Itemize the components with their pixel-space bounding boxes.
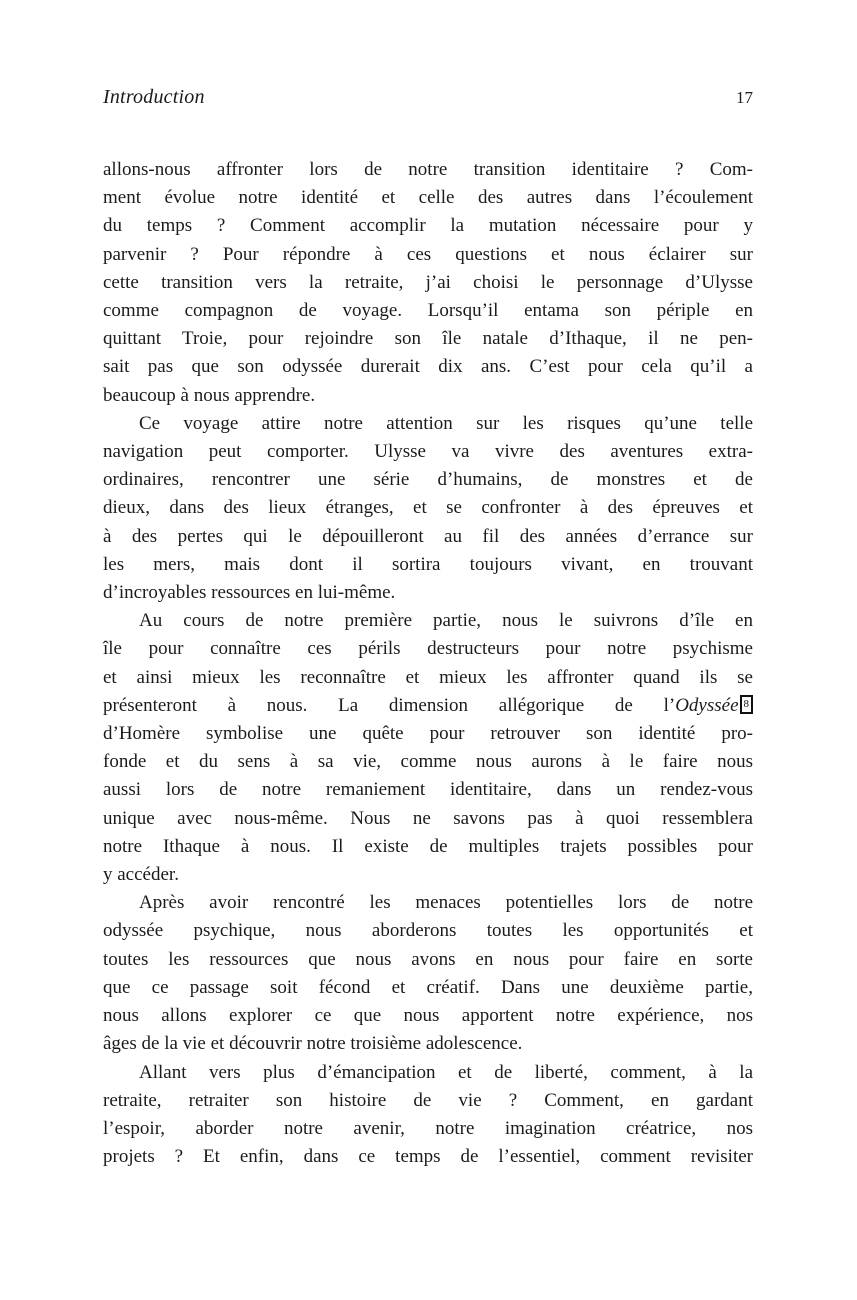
text-run: parvenir ? Pour répondre à ces questions et nous éclairer sur (103, 243, 753, 265)
text-run: Allant vers plus d’émancipation et de liberté, comment, à la (139, 1061, 753, 1083)
text-line (103, 466, 753, 494)
text-run: toutes les ressources que nous avons en nous pour faire en sorte (103, 948, 753, 970)
text-run: âges de la vie et découvrir notre troisième adolescence. (103, 1033, 523, 1055)
text-line (103, 156, 753, 184)
text-run: aussi lors de notre remaniement identitaire, dans un rendez-vous (103, 779, 753, 801)
text-line (103, 494, 753, 522)
text-line (103, 748, 753, 776)
text-run: notre Ithaque à nous. Il existe de multiples trajets possibles pour (103, 835, 753, 857)
text-line (103, 1115, 753, 1143)
text-run: île pour connaître ces périls destructeurs pour notre psychisme (103, 638, 753, 660)
text-run: y accéder. (103, 864, 179, 886)
text-line (103, 917, 753, 945)
text-line (103, 974, 753, 1002)
text-run: d’Homère symbolise une quête pour retrouver son identité pro- (103, 723, 753, 745)
text-line (103, 1087, 753, 1115)
text-line (103, 1143, 753, 1171)
text-run: cette transition vers la retraite, j’ai choisi le personnage d’Ulysse (103, 271, 753, 293)
text-run: allons-nous affronter lors de notre transition identitaire ? Com- (103, 159, 753, 180)
text-run: ment évolue notre identité et celle des autres dans l’écoulement (103, 187, 753, 209)
text-run: beaucoup à nous apprendre. (103, 384, 316, 406)
footnote-link[interactable]: 8 (740, 695, 754, 714)
page-number: 17 (736, 88, 753, 107)
text-line (103, 1002, 753, 1030)
text-line (103, 212, 753, 240)
text-line (103, 438, 753, 466)
text-run: retraite, retraiter son histoire de vie ? Comment, en gardant (103, 1089, 753, 1111)
text-run: odyssée psychique, nous aborderons toutes les opportunités et (103, 920, 753, 942)
text-run: nous allons explorer ce que nous apportent notre expérience, nos (103, 1005, 753, 1027)
text-run: les mers, mais dont il sortira toujours vivant, en trouvant (103, 553, 753, 575)
text-line (103, 353, 753, 381)
text-run: à des pertes qui le dépouilleront au fil des années d’errance sur (103, 525, 753, 547)
text-run: sait pas que son odyssée durerait dix ans. C’est pour cela qu’il a (103, 356, 753, 378)
text-line (103, 269, 753, 297)
text-run: présenteront à nous. La dimension allégorique de l’ (103, 694, 676, 716)
text-line (103, 297, 753, 325)
text-line (103, 833, 753, 861)
text-run: navigation peut comporter. Ulysse va vivre des aventures extra- (103, 441, 753, 463)
text-run: que ce passage soit fécond et créatif. Dans une deuxième partie, (103, 976, 753, 998)
text-line (103, 551, 753, 579)
text-run: fonde et du sens à sa vie, comme nous aurons à le faire nous (103, 751, 753, 773)
text-run: et ainsi mieux les reconnaître et mieux les affronter quand ils se (103, 666, 753, 688)
text-line (103, 805, 753, 833)
text-line (103, 241, 753, 269)
text-run: Ce voyage attire notre attention sur les risques qu’une telle (139, 412, 753, 434)
text-line (103, 692, 753, 720)
text-line (103, 382, 753, 410)
text-run: d’incroyables ressources en lui-même. (103, 582, 396, 604)
text-line (103, 664, 753, 692)
text-run: du temps ? Comment accomplir la mutation nécessaire pour y (103, 215, 753, 237)
text-run: ordinaires, rencontrer une série d’humains, de monstres et de (103, 469, 753, 491)
text-line (103, 523, 753, 551)
text-run: Après avoir rencontré les menaces potentielles lors de notre (139, 892, 753, 914)
text-line (103, 579, 753, 607)
running-head-title: Introduction (103, 86, 205, 108)
text-line (103, 635, 753, 663)
text-line (103, 184, 753, 212)
text-run: dieux, dans des lieux étranges, et se confronter à des épreuves et (103, 497, 753, 519)
text-run: l’espoir, aborder notre avenir, notre imagination créatrice, nos (103, 1117, 753, 1139)
text-line (103, 889, 753, 917)
text-run: Au cours de notre première partie, nous le suivrons d’île en (139, 610, 753, 632)
text-run: comme compagnon de voyage. Lorsqu’il entama son périple en (103, 300, 753, 322)
text-run: projets ? Et enfin, dans ce temps de l’essentiel, comment revisiter (103, 1146, 753, 1168)
text-run: quittant Troie, pour rejoindre son île natale d’Ithaque, il ne pen- (103, 328, 753, 350)
italic-text: Odyssée (675, 694, 739, 716)
text-line (103, 1030, 753, 1058)
running-head (103, 86, 753, 109)
page-body (103, 156, 753, 1171)
text-line (103, 946, 753, 974)
text-line (103, 410, 753, 438)
text-line (103, 861, 753, 889)
text-line (103, 607, 753, 635)
text-line (103, 325, 753, 353)
text-line (103, 1059, 753, 1087)
text-line (103, 720, 753, 748)
text-line (103, 776, 753, 804)
text-run: unique avec nous-même. Nous ne savons pas à quoi ressemblera (103, 807, 753, 829)
